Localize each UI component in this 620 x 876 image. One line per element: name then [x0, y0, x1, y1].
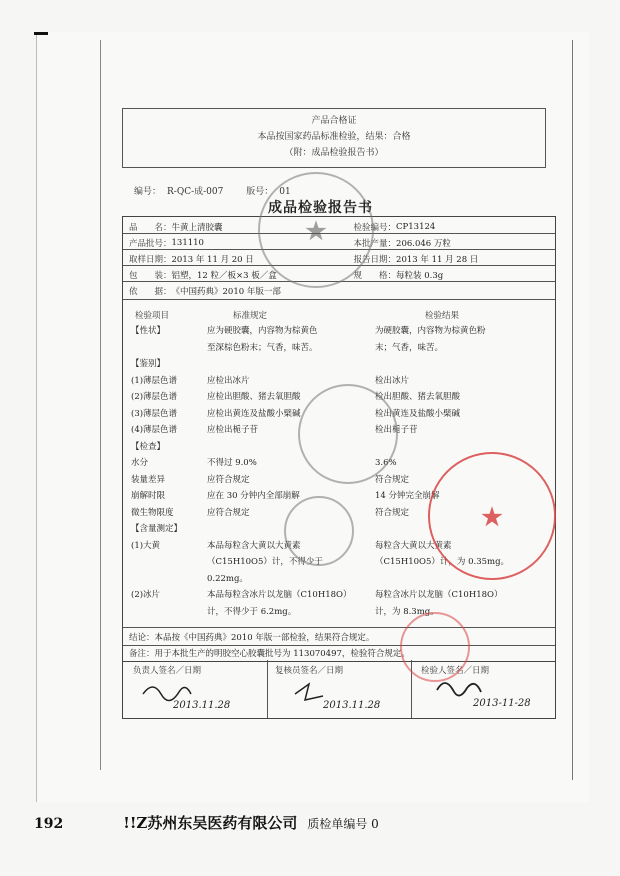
- row-item: 崩解时限: [131, 491, 166, 501]
- row-item: 【检查】: [131, 441, 166, 452]
- sign-inspect-date: 2013-11-28: [473, 698, 531, 709]
- row-conclusion: [129, 631, 549, 643]
- row-result: 检出胆酸、猪去氧胆酸: [375, 392, 461, 402]
- col-item-header: 检验项目: [135, 311, 170, 321]
- quantity-value: 206.046 万粒: [396, 239, 451, 249]
- certificate-line2: （附：成品检验报告书）: [284, 148, 384, 158]
- version-value: 01: [279, 187, 291, 197]
- row-item: (1)大黄: [131, 540, 161, 551]
- row-standard: 应符合规定: [207, 507, 250, 518]
- col-result-header: 检验结果: [425, 311, 460, 321]
- row-item: (3)薄层色谱: [131, 408, 178, 419]
- row-standard: （C15H10O5）计，不得少于: [207, 557, 323, 567]
- col-standard-header: 标准规定: [233, 311, 268, 321]
- remark-label: 备注：: [129, 649, 155, 659]
- size-value: 每粒装 0.3g: [396, 271, 444, 281]
- row-item: (2)冰片: [131, 590, 161, 600]
- name-value: 牛黄上清胶囊: [171, 223, 223, 233]
- row-result: 计，为 8.3mg。: [375, 606, 439, 617]
- row-result: 每粒含大黄以大黄素: [375, 540, 452, 551]
- certificate-box: [122, 108, 546, 168]
- page-footer: [34, 812, 379, 833]
- doc-no-label: 编号：: [134, 187, 162, 197]
- sign-charge-label: 负责人签名／日期: [133, 666, 202, 676]
- row-basis: [129, 285, 549, 297]
- inspect-no-label: 检验编号：: [353, 223, 397, 233]
- sample-date-label: 取样日期：: [129, 255, 172, 265]
- row-result: 末；气香，味苦。: [375, 342, 444, 353]
- row-result: 14 分钟完全崩解: [375, 491, 440, 501]
- row-standard: 应为硬胶囊，内容物为棕黄色: [207, 326, 318, 336]
- row-remark: [129, 647, 549, 659]
- report-date-value: 2013 年 11 月 28 日: [396, 255, 479, 265]
- name-label: 品 名：: [129, 223, 172, 233]
- row-standard: 0.22mg。: [207, 573, 248, 584]
- hline: [123, 299, 555, 300]
- row-standard: 计，不得少于 6.2mg。: [207, 606, 297, 617]
- conclusion-value: 本品按《中国药典》2010 年版一部检验，结果符合规定。: [154, 633, 375, 643]
- row-item: 水分: [131, 458, 149, 468]
- packaging-value: 铝塑，12 粒／板×3 板／盒: [171, 271, 277, 281]
- row-result: 检出冰片: [375, 375, 410, 386]
- row-item: 装量差异: [131, 474, 166, 485]
- hline: [123, 627, 555, 628]
- doc-no-value: R-QC-成-007: [167, 187, 224, 197]
- row-item: 【性状】: [131, 326, 166, 336]
- row-result: 为硬胶囊，内容物为棕黄色粉: [375, 326, 486, 336]
- basis-value: 《中国药典》2010 年版一部: [171, 287, 281, 297]
- basis-label: 依 据：: [129, 287, 172, 297]
- row-item: (2)薄层色谱: [131, 392, 178, 402]
- size-label: 规 格：: [353, 271, 397, 281]
- report-title: 成品检验报告书: [268, 200, 373, 216]
- version-label: 版号：: [246, 187, 274, 197]
- qc-number: 质检单编号 0: [307, 817, 379, 831]
- quantity-label: 本批产量：: [353, 239, 397, 249]
- row-standard: 应检出胆酸、猪去氧胆酸: [207, 392, 301, 402]
- row-result: 检出栀子苷: [375, 425, 418, 435]
- row-item: 【含量测定】: [131, 524, 183, 534]
- sign-inspect-label: 检验人签名／日期: [421, 666, 490, 676]
- company-red-seal: [428, 452, 556, 580]
- left-margin-line: [100, 40, 101, 770]
- quality-seal-small: [284, 496, 354, 566]
- row-item: (4)薄层色谱: [131, 425, 178, 435]
- right-margin-line: [572, 40, 573, 780]
- page-number: 192: [34, 816, 64, 832]
- sign-charge-date: 2013.11.28: [173, 700, 231, 711]
- certificate-title: 产品合格证: [311, 116, 357, 126]
- row-standard: 应检出冰片: [207, 375, 250, 386]
- batch-label: 产品批号：: [129, 239, 172, 249]
- row-result: 检出黄连及盐酸小檗碱: [375, 408, 461, 419]
- sample-date-value: 2013 年 11 月 20 日: [171, 255, 254, 265]
- row-result: 符合规定: [375, 474, 410, 485]
- row-result: （C15H10O5）计，为 0.35mg。: [375, 557, 510, 567]
- batch-value: 131110: [171, 238, 204, 248]
- row-standard: 本品每粒含大黄以大黄素: [207, 540, 301, 551]
- star-icon: ★: [305, 215, 327, 245]
- row-standard: 应检出栀子苷: [207, 425, 259, 435]
- quality-seal-top: [258, 172, 374, 288]
- row-standard: 应检出黄连及盐酸小檗碱: [207, 408, 301, 419]
- row-result: 3.6%: [375, 458, 397, 468]
- row-standard: 本品每粒含冰片以龙脑（C10H18O）: [207, 590, 352, 600]
- company-name: !!Z苏州东吴医药有限公司: [123, 814, 298, 832]
- quality-seal-middle: [298, 384, 398, 484]
- sign-review-label: 复核员签名／日期: [275, 666, 344, 676]
- company-red-seal-small: [400, 612, 470, 682]
- packaging-label: 包 装：: [129, 271, 172, 281]
- star-icon: ★: [481, 501, 503, 531]
- row-item: (1)薄层色谱: [131, 375, 178, 386]
- signature-section: [122, 660, 556, 719]
- sign-review-date: 2013.11.28: [323, 700, 381, 711]
- handwritten-signatures: [123, 660, 555, 718]
- row-result: 每粒含冰片以龙脑（C10H18O）: [375, 590, 503, 600]
- row-result: 符合规定: [375, 507, 410, 518]
- row-item: 【鉴别】: [131, 359, 166, 369]
- conclusion-label: 结论：: [129, 633, 155, 643]
- certificate-line1: 本品按国家药品标准检验，结果：合格: [257, 132, 411, 142]
- report-date-label: 报告日期：: [353, 255, 397, 265]
- hline: [123, 645, 555, 646]
- row-item: 微生物限度: [131, 507, 174, 518]
- row-standard: 不得过 9.0%: [207, 458, 257, 468]
- row-standard: 至深棕色粉末；气香，味苦。: [207, 342, 318, 353]
- inspect-no-value: CP13124: [396, 222, 436, 232]
- top-mark: [34, 32, 48, 35]
- row-standard: 应在 30 分钟内全部崩解: [207, 491, 300, 501]
- row-standard: 应符合规定: [207, 474, 250, 485]
- remark-value: 用于本批生产的明胶空心胶囊批号为 113070497，检验符合规定。: [154, 649, 410, 659]
